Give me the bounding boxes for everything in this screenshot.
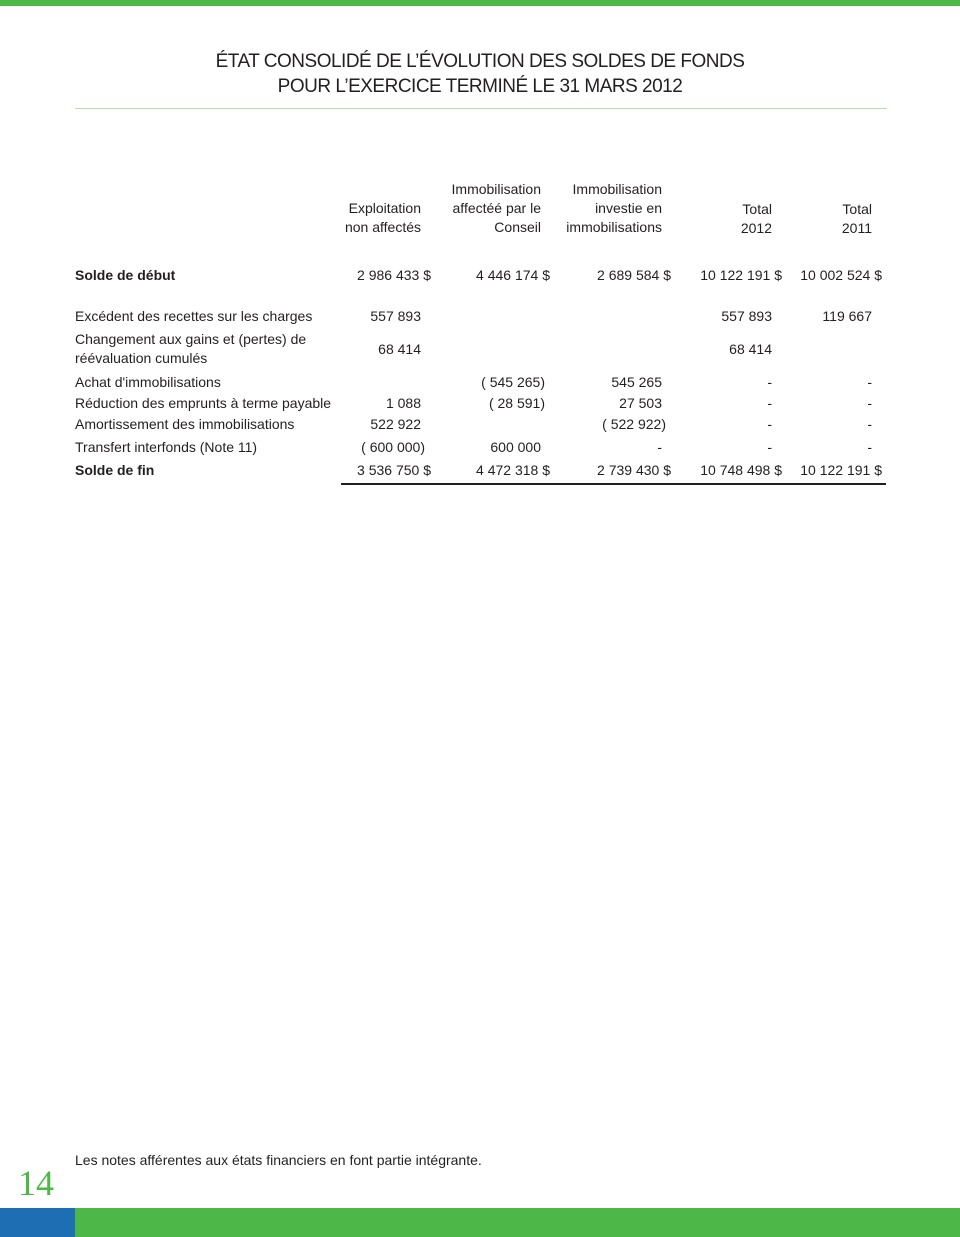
footnote: Les notes afférentes aux états financiers en font partie intégrante. — [75, 1152, 482, 1168]
cell-excedent-total-2012: 557 893 — [721, 308, 772, 324]
cell-solde-fin-conseil: 4 472 318 $ — [476, 462, 550, 478]
total-underline — [341, 483, 886, 485]
cell-achat-conseil: ( 545 265) — [481, 374, 545, 390]
cell-changement-total-2012: 68 414 — [729, 341, 772, 357]
row-label-amortissement: Amortissement des immobilisations — [75, 416, 295, 432]
cell-transfert-investie: - — [657, 439, 662, 455]
title-divider — [75, 108, 887, 109]
row-label-achat: Achat d'immobilisations — [75, 374, 221, 390]
cell-amortissement-total-2012: - — [767, 416, 772, 432]
row-label-reduction: Réduction des emprunts à terme payable — [75, 395, 332, 411]
column-header-total-2012: Total 2012 — [740, 201, 772, 236]
row-label-excedent: Excédent des recettes sur les charges — [75, 308, 313, 324]
column-header-immobilisation-conseil: Immobilisation affectéé par le Conseil — [451, 181, 541, 235]
cell-reduction-total-2012: - — [767, 395, 772, 411]
column-header-total-2011: Total 2011 — [841, 201, 872, 236]
cell-solde-debut-total-2011: 10 002 524 $ — [800, 267, 882, 283]
cell-amortissement-exploitation: 522 922 — [370, 416, 421, 432]
cell-transfert-exploitation: ( 600 000) — [361, 439, 425, 455]
cell-reduction-total-2011: - — [867, 395, 872, 411]
cell-solde-fin-exploitation: 3 536 750 $ — [357, 462, 431, 478]
cell-reduction-conseil: ( 28 591) — [488, 395, 545, 411]
cell-solde-debut-total-2012: 10 122 191 $ — [700, 267, 782, 283]
row-label-solde-debut: Solde de début — [75, 267, 176, 283]
cell-changement-exploitation: 68 414 — [378, 341, 421, 357]
cell-reduction-exploitation: 1 088 — [385, 395, 421, 411]
footer-blue-block — [0, 1208, 75, 1237]
cell-amortissement-total-2011: - — [867, 416, 872, 432]
page-title-line-2: POUR L’EXERCICE TERMINÉ LE 31 MARS 2012 — [277, 76, 683, 97]
row-label-changement-1: Changement aux gains et (pertes) de — [75, 331, 307, 347]
cell-solde-debut-conseil: 4 446 174 $ — [476, 267, 550, 283]
cell-solde-fin-total-2011: 10 122 191 $ — [800, 462, 882, 478]
column-header-exploitation: Exploitation non affectés — [344, 200, 421, 235]
cell-achat-investie: 545 265 — [611, 374, 662, 390]
cell-amortissement-investie: ( 522 922) — [602, 416, 666, 432]
page-title-line-1: ÉTAT CONSOLIDÉ DE L’ÉVOLUTION DES SOLDES DE FONDS — [215, 51, 745, 72]
cell-achat-total-2012: - — [767, 374, 772, 390]
cell-excedent-total-2011: 119 667 — [822, 308, 872, 324]
cell-achat-total-2011: - — [867, 374, 872, 390]
cell-reduction-investie: 27 503 — [619, 395, 662, 411]
cell-solde-debut-investie: 2 689 584 $ — [597, 267, 671, 283]
footer-green-bar — [75, 1208, 960, 1237]
top-green-bar — [0, 0, 960, 6]
cell-transfert-conseil: 600 000 — [490, 439, 541, 455]
cell-transfert-total-2011: - — [867, 439, 872, 455]
cell-solde-debut-exploitation: 2 986 433 $ — [357, 267, 431, 283]
cell-solde-fin-investie: 2 739 430 $ — [597, 462, 671, 478]
row-label-solde-fin: Solde de fin — [75, 462, 155, 478]
cell-transfert-total-2012: - — [767, 439, 772, 455]
cell-excedent-exploitation: 557 893 — [370, 308, 421, 324]
row-label-transfert: Transfert interfonds (Note 11) — [75, 439, 258, 455]
column-header-immobilisation-investie: Immobilisation investie en immobilisations — [566, 181, 662, 235]
page-number: 14 — [18, 1163, 54, 1203]
cell-solde-fin-total-2012: 10 748 498 $ — [700, 462, 782, 478]
row-label-changement-2: réévaluation cumulés — [75, 350, 208, 366]
